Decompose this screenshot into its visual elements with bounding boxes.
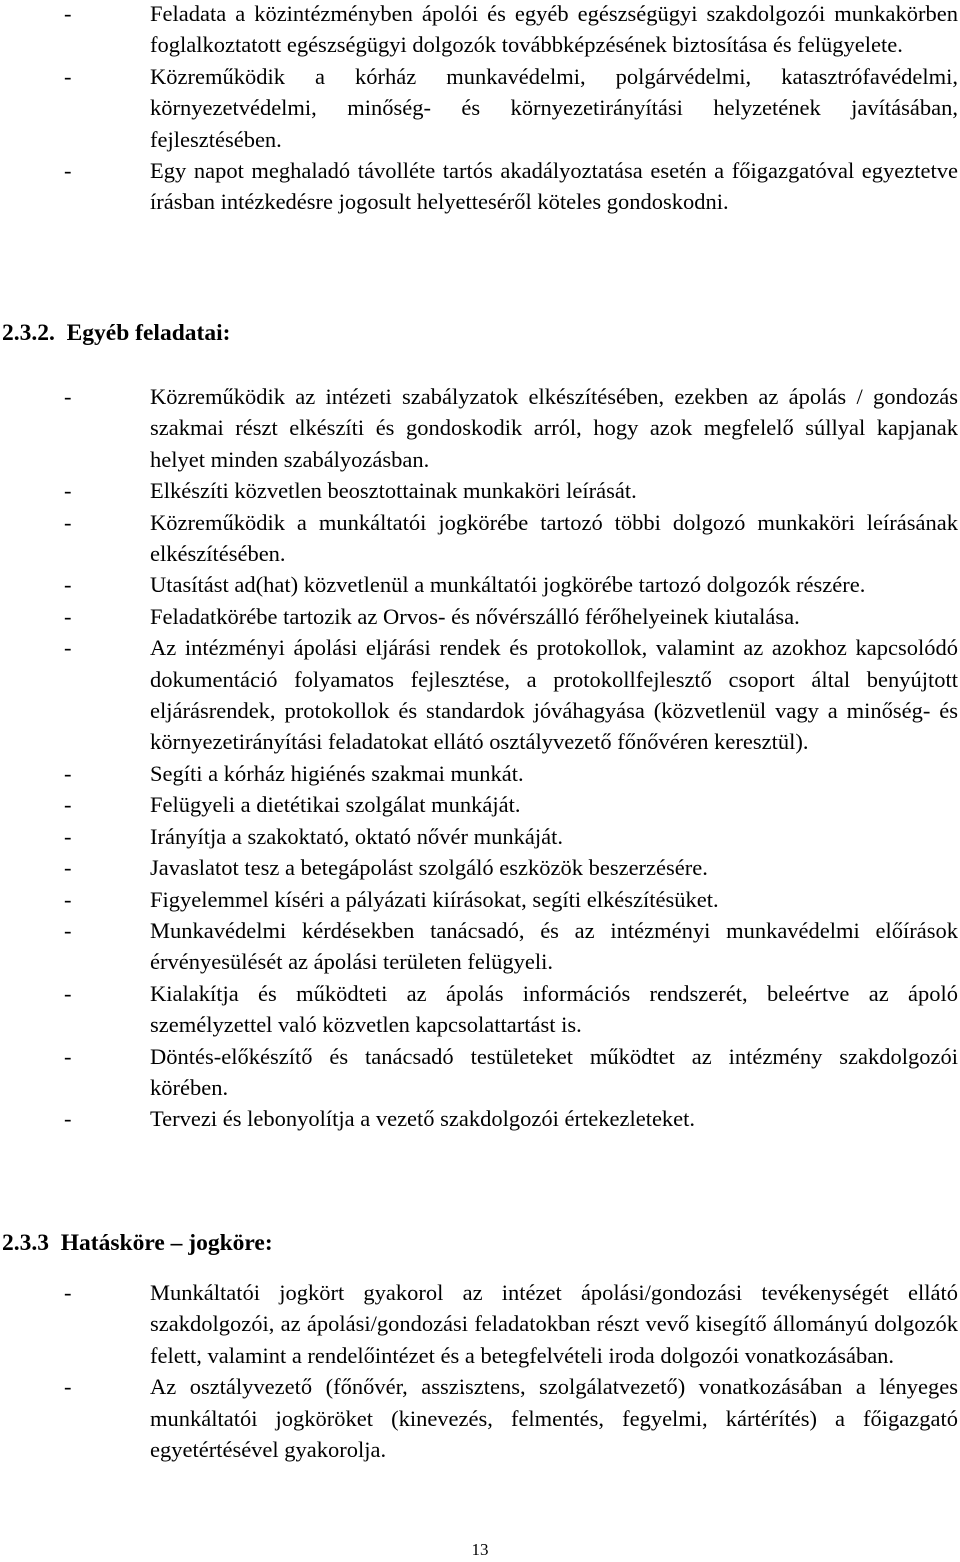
list-item [0,381,958,475]
list-dash: - [64,823,72,849]
list-item [0,789,958,820]
list-item-text: Kialakítja és működteti az ápolás információs rendszerét, beleértve az ápoló személyzettel való közvetlen kapcsolattartást is. [150,980,958,1038]
list-item [0,821,958,852]
list-item-text: Elkészíti közvetlen beosztottainak munkaköri leírását. [150,478,637,504]
list-dash: - [64,980,72,1006]
list-dash: - [64,384,72,409]
list-item-text: Utasítást ad(hat) közvetlenül a munkáltatói jogkörébe tartozó dolgozók részére. [150,572,866,598]
list-item-text: Felügyeli a dietétikai szolgálat munkáját. [150,792,521,818]
list-item [0,1277,958,1371]
list-dash: - [64,1043,72,1069]
list-item-text: Javaslatot tesz a betegápolást szolgáló eszközök beszerzésére. [150,855,708,881]
section-2-3-2-list [0,381,958,1135]
list-dash: - [64,635,72,661]
list-item-text: Munkáltatói jogkört gyakorol az intézet ápolási/gondozási tevékenységét ellátó szakdolgozói, az ápolási/gondozási feladatokban részt vevő kisegítő állományú dolgozók felett, valamint a rendelőintézet és a betegfelvételi iroda dolgozói vonatkozásában. [150,1280,958,1368]
list-item-text: Az intézményi ápolási eljárási rendek és protokollok, valamint az azokhoz kapcsolódó dokumentáció folyamatos fejlesztése, a protokollfejlesztő csoport által benyújtott eljárásrendek, protokollok és standardok jóváhagyása (közvetlenül vagy a minőség- és környezetirányítási feladatokat ellátó osztályvezető főnővéren keresztül). [150,635,958,755]
intro-list [0,0,958,218]
list-item-text: Irányítja a szakoktató, oktató nővér munkáját. [150,823,563,849]
list-item-text: Döntés-előkészítő és tanácsadó testületeket működtet az intézmény szakdolgozói körében. [150,1043,958,1100]
list-item [0,601,958,632]
list-item [0,0,958,61]
list-item [0,884,958,915]
page-number: 13 [471,1540,489,1559]
list-item-text: Tervezi és lebonyolítja a vezető szakdolgozói értekezleteket. [150,1106,696,1132]
list-dash: - [64,886,72,912]
list-item-text: Segíti a kórház higiénés szakmai munkát. [150,760,524,786]
list-item-text: Közreműködik a munkáltatói jogkörébe tartozó többi dolgozó munkaköri leírásának elkészítésében. [150,509,958,567]
list-dash: - [64,917,72,943]
list-item-text: Közreműködik a kórház munkavédelmi, polgárvédelmi, katasztrófavédelmi, környezetvédelmi, minőség- és környezetirányítási helyzetének javításában, fejlesztésében. [150,63,958,152]
list-item [0,1041,958,1104]
section-heading-2-3-3: 2.3.3 Hatásköre – jogköre: [2,1230,273,1256]
list-item [0,852,958,883]
list-item [0,61,958,155]
list-dash: - [64,1106,72,1132]
section-heading-2-3-2: 2.3.2. Egyéb feladatai: [2,320,231,346]
list-dash: - [64,509,72,535]
list-dash: - [64,1280,72,1305]
list-item [0,507,958,570]
list-item [0,155,958,218]
list-item-text: Feladatkörébe tartozik az Orvos- és nővérszálló férőhelyeinek kiutalása. [150,603,800,629]
list-item [0,1103,958,1134]
list-dash: - [64,1,72,26]
list-item-text: Az osztályvezető (főnővér, asszisztens, szolgálatvezető) vonatkozásában a lényeges munkáltatói jogköröket (kinevezés, felmentés, fegyelmi, kártérítés) a főigazgató egyetértésével gyakorolja. [150,1374,958,1463]
list-item [0,632,958,758]
list-item-text: Egy napot meghaladó távolléte tartós akadályoztatása esetén a főigazgatóval egyeztetve írásban intézkedésre jogosult helyetteséről köteles gondoskodni. [150,158,958,215]
list-dash: - [64,572,72,598]
list-item [0,758,958,789]
list-dash: - [64,855,72,881]
list-dash: - [64,478,72,504]
list-item [0,569,958,600]
list-item [0,475,958,506]
list-item [0,1371,958,1465]
list-dash: - [64,1374,72,1400]
list-item [0,915,958,978]
list-dash: - [64,603,72,629]
list-dash: - [64,760,72,786]
list-item-text: Közreműködik az intézeti szabályzatok elkészítésében, ezekben az ápolás / gondozás szakmai részt elkészíti és gondoskodik arról, hogy azok megfelelő súllyal kapjanak helyet minden szabályozásban. [150,384,958,472]
list-dash: - [64,63,72,89]
section-2-3-3-list [0,1277,958,1465]
list-dash: - [64,792,72,818]
list-item-text: Munkavédelmi kérdésekben tanácsadó, és az intézményi munkavédelmi előírások érvényesülését az ápolási területen felügyeli. [150,917,958,975]
list-item-text: Figyelemmel kíséri a pályázati kiírásokat, segíti elkészítésüket. [150,886,719,912]
list-item [0,978,958,1041]
list-item-text: Feladata a közintézményben ápolói és egyéb egészségügyi szakdolgozói munkakörben foglalkoztatott egészségügyi dolgozók továbbképzésének biztosítása és felügyelete. [150,1,958,58]
list-dash: - [64,158,72,184]
